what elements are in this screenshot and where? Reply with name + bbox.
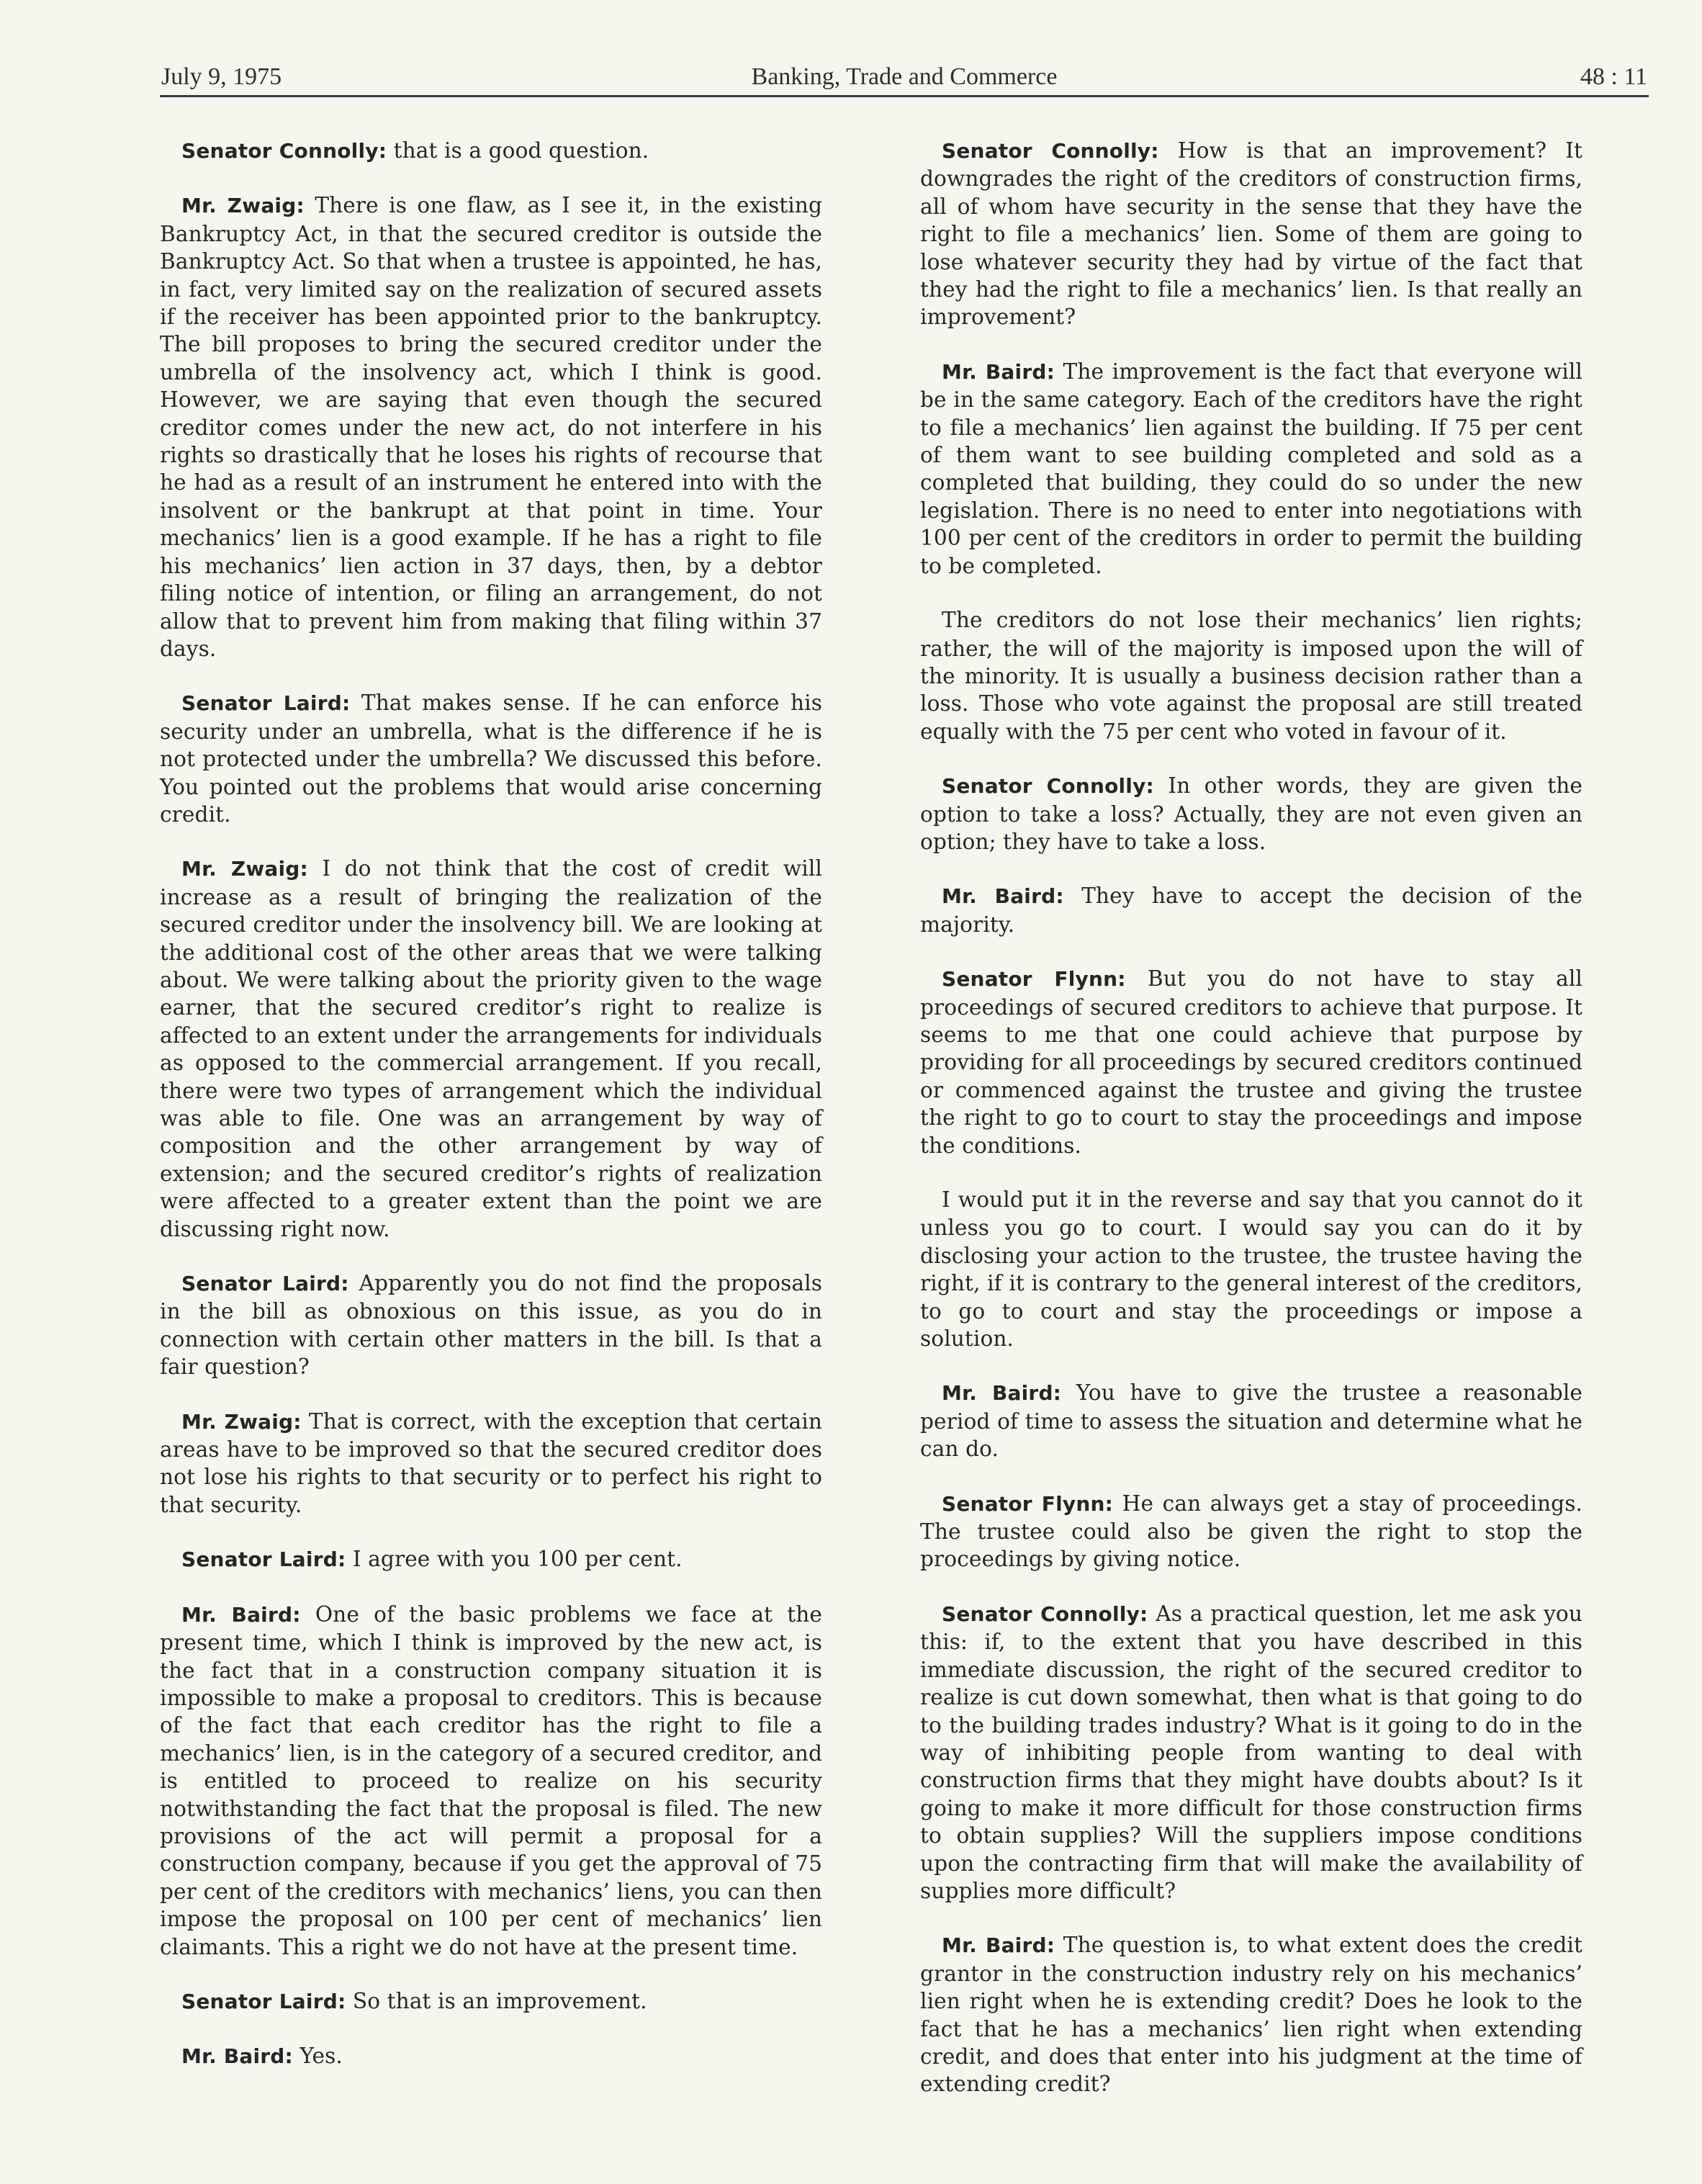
speech-text: Apparently you do not find the proposals in the bill as obnoxious on this issue, as you do in connection with certain other matters in the bill. Is that a fair question?: [160, 1271, 822, 1380]
speaker-name: Mr. Baird:: [942, 1381, 1062, 1406]
speech-paragraph: [920, 137, 1582, 331]
speech-paragraph: [160, 855, 822, 1243]
speaker-name: Mr. Baird:: [181, 1602, 301, 1627]
speech-text: The creditors do not lose their mechanics’ lien rights; rather, the will of the majority is imposed upon the will of the minority. It is usually a business decision rather than a loss. Those who vote against the proposal are still treated equally with the 75 per cent who voted in favour of it.: [920, 608, 1582, 744]
speech-text: You have to give the trustee a reasonable period of time to assess the situation and determine what he can do.: [920, 1380, 1582, 1462]
speech-paragraph: [160, 689, 822, 828]
speech-paragraph: [160, 2042, 822, 2070]
speech-paragraph: [160, 1545, 822, 1573]
speech-text: That is correct, with the exception that certain areas have to be improved so that the secured creditor does not lose his rights to that security or to perfect his right to that security.: [160, 1408, 822, 1517]
speech-text: One of the basic problems we face at the present time, which I think is improved by the new act, is the fact that in a construction company situation it is impossible to make a proposal to creditors. This is because of the fact that each creditor has the right to file a mechanics’ lien, is in the category of a secured creditor, and is entitled to proceed to realize on his security notwithstanding the fact that the proposal is filed. The new provisions of the act will permit a proposal for a construction company, because if you get the approval of 75 per cent of the creditors with mechanics’ liens, you can then impose the proposal on 100 per cent of mechanics’ lien claimants. This a right we do not have at the present time.: [160, 1601, 822, 1959]
speech-text: The improvement is the fact that everyone will be in the same category. Each of the creditors have the right to file a mechanics’ lien against the building. If 75 per cent of them want to see building completed and sold as a completed that building, they could do so under the new legislation. There is no need to enter into negotiations with 100 per cent of the creditors in order to permit the building to be completed.: [920, 359, 1582, 578]
speech-paragraph: [920, 772, 1582, 855]
speech-text: So that is an improvement.: [346, 1988, 647, 2013]
speech-text: How is that an improvement? It downgrades the right of the creditors of construction firms, all of whom have security in the sense that they have the right to file a mechanics’ lien. Some of them are going to lose whatever security they had by virtue of the fact that they had the right to file a mechanics’ lien. Is that really an improvement?: [920, 138, 1582, 330]
speech-paragraph: [160, 137, 822, 165]
speech-text: I agree with you 100 per cent.: [346, 1547, 683, 1572]
right-column: [920, 137, 1582, 2125]
speech-paragraph: [920, 965, 1582, 1159]
speech-text: that is a good question.: [387, 138, 649, 163]
speaker-name: Senator Laird:: [181, 1272, 349, 1296]
speaker-name: Mr. Baird:: [181, 2044, 293, 2069]
speech-paragraph: [920, 1931, 1582, 2098]
speaker-name: Senator Connolly:: [942, 774, 1154, 799]
speech-paragraph: [920, 358, 1582, 580]
speaker-name: Senator Connolly:: [942, 139, 1159, 163]
speaker-name: Mr. Zwaig:: [181, 194, 305, 218]
speech-paragraph: [920, 1186, 1582, 1352]
speech-text: As a practical question, let me ask you this: if, to the extent that you have described in this immediate discussion, the right of the secured creditor to realize is cut down somewhat, then what is that going to do to the building trades industry? What is it going to do in the way of inhibiting people from wanting to deal with construction firms that they might have doubts about? Is it going to make it more difficult for those construction firms to obtain supplies? Will the suppliers impose conditions upon the contracting firm that will make the availability of supplies more difficult?: [920, 1601, 1582, 1903]
speaker-name: Senator Connolly:: [942, 1601, 1148, 1626]
speaker-name: Mr. Baird:: [942, 359, 1055, 384]
speech-text: In other words, they are given the option to take a loss? Actually, they are not even given an option; they have to take a loss.: [920, 773, 1582, 854]
page-header: [160, 58, 1649, 97]
speech-paragraph: [920, 1600, 1582, 1905]
left-column: [160, 137, 822, 2098]
header-date: July 9, 1975: [161, 63, 282, 90]
speech-text: That makes sense. If he can enforce his security under an umbrella, what is the difference if he is not protected under the umbrella? We discussed this before. You pointed out the problems that would arise concerning credit.: [160, 691, 822, 827]
speech-text: He can always get a stay of proceedings. The trustee could also be given the right to stop the proceedings by giving notice.: [920, 1491, 1582, 1572]
speech-text: They have to accept the decision of the majority.: [920, 884, 1582, 937]
speaker-name: Senator Flynn:: [942, 1491, 1114, 1516]
speech-text: The question is, to what extent does the credit grantor in the construction industry rely on his mechanics’ lien right when he is extending credit? Does he look to the fact that he has a mechanics’ lien right when extending credit, and does that enter into his judgment at the time of extending credit?: [920, 1933, 1582, 2097]
speech-paragraph: [160, 1987, 822, 2016]
speech-text: But you do not have to stay all proceedings of secured creditors to achieve that purpose. It seems to me that one could achieve that purpose by providing for all proceedings by secured creditors continued or commenced against the trustee and giving the trustee the right to go to court to stay the proceedings and impose the conditions.: [920, 966, 1582, 1158]
header-page-number: 48 : 11: [1580, 63, 1647, 90]
speech-text: There is one flaw, as I see it, in the existing Bankruptcy Act, in that the secured creditor is outside the Bankruptcy Act. So that when a trustee is appointed, he has, in fact, very limited say on the realization of secured assets if the receiver has been appointed prior to the bankruptcy. The bill proposes to bring the secured creditor under the umbrella of the insolvency act, which I think is good. However, we are saying that even though the secured creditor comes under the new act, do not interfere in his rights so drastically that he loses his rights of recourse that he had as a result of an instrument he entered into with the insolvent or the bankrupt at that point in time. Your mechanics’ lien is a good example. If he has a right to file his mechanics’ lien action in 37 days, then, by a debtor filing notice of intention, or filing an arrangement, do not allow that to prevent him from making that filing within 37 days.: [160, 193, 822, 661]
speaker-name: Senator Connolly:: [181, 139, 387, 163]
speaker-name: Senator Laird:: [181, 1547, 346, 1572]
speech-paragraph: [920, 1490, 1582, 1573]
speaker-name: Senator Laird:: [181, 691, 351, 716]
speech-paragraph: [160, 192, 822, 662]
speaker-name: Senator Flynn:: [942, 967, 1126, 992]
speaker-name: Senator Laird:: [181, 1989, 346, 2013]
speaker-name: Mr. Zwaig:: [181, 857, 308, 881]
speaker-name: Mr. Baird:: [942, 1933, 1055, 1958]
speech-text: I do not think that the cost of credit will increase as a result of bringing the realization of the secured creditor under the insolvency bill. We are looking at the additional cost of the other areas that we were talking about. We were talking about the priority given to the wage earner, that the secured creditor’s right to realize is affected to an extent under the arrangements for individuals as opposed to the commercial arrangement. If you recall, there were two types of arrangement which the individual was able to file. One was an arrangement by way of composition and the other arrangement by way of extension; and the secured creditor’s rights of realization were affected to a greater extent than the point we are discussing right now.: [160, 856, 822, 1241]
speech-paragraph: [920, 606, 1582, 745]
speech-paragraph: [160, 1269, 822, 1381]
speech-paragraph: [160, 1408, 822, 1519]
speech-paragraph: [920, 882, 1582, 938]
speech-text: Yes.: [292, 2044, 343, 2069]
speech-text: I would put it in the reverse and say that you cannot do it unless you go to court. I would say you can do it by disclosing your action to the trustee, the trustee having the right, if it is contrary to the general interest of the creditors, to go to court and stay the proceedings or impose a solution.: [920, 1187, 1582, 1352]
speaker-name: Mr. Zwaig:: [181, 1409, 302, 1434]
speech-paragraph: [160, 1601, 822, 1961]
speech-paragraph: [920, 1379, 1582, 1462]
speaker-name: Mr. Baird:: [942, 884, 1064, 909]
header-title: Banking, Trade and Commerce: [751, 63, 1058, 90]
